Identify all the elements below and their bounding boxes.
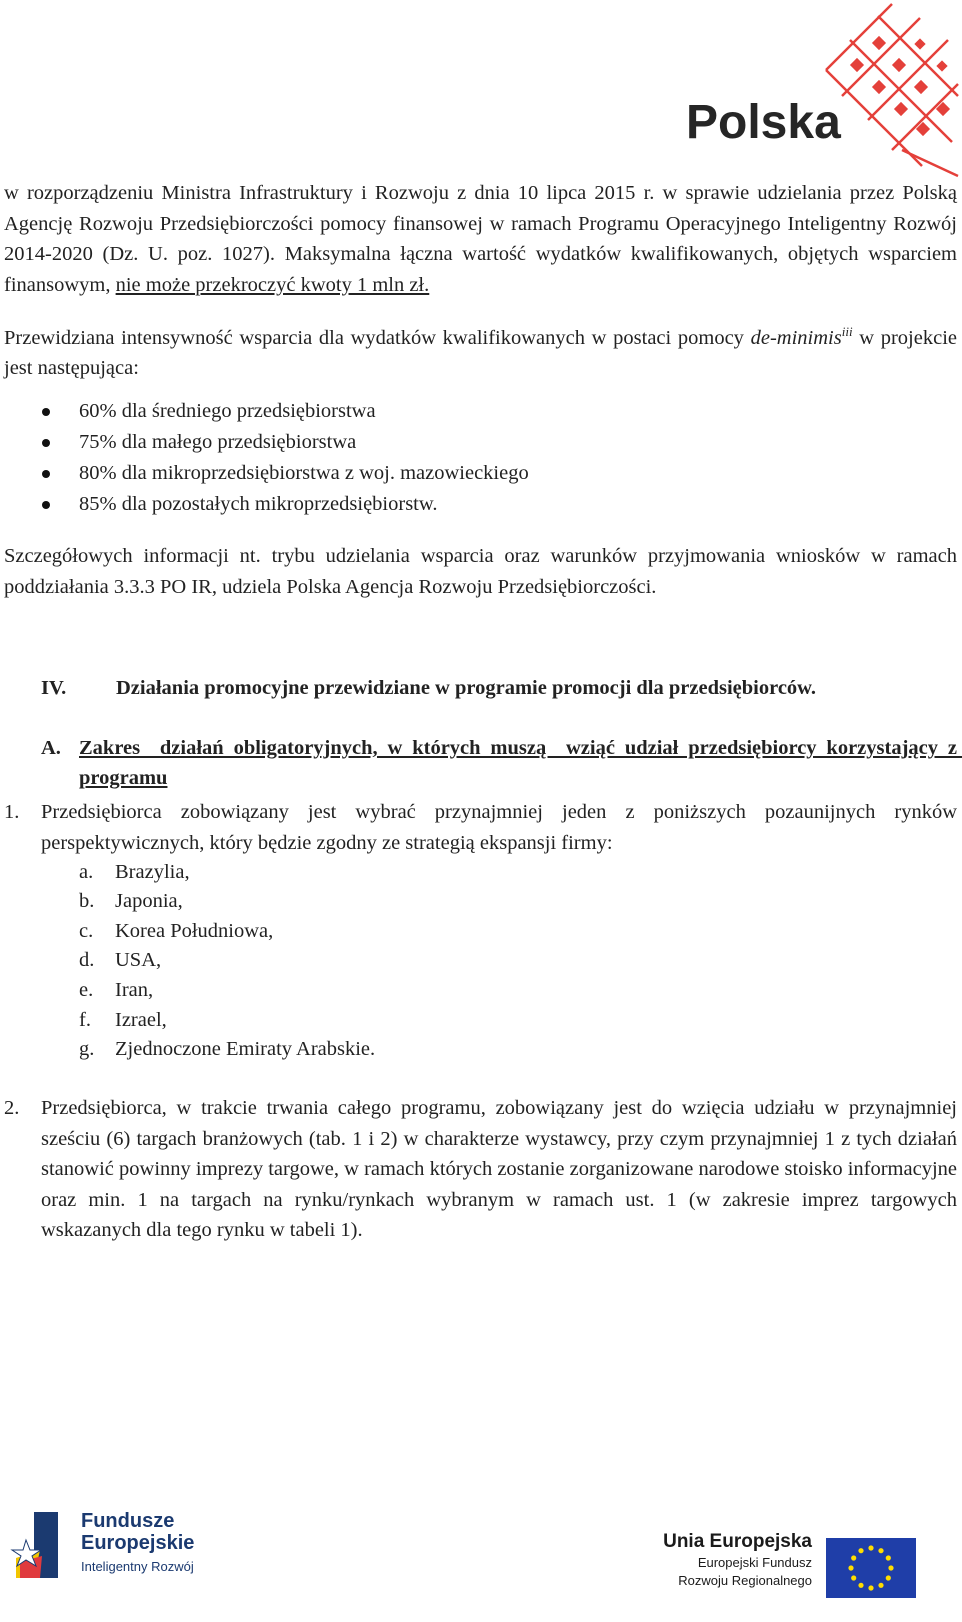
polska-logo <box>686 0 960 190</box>
subitem-text: Brazylia, <box>115 861 190 883</box>
subitem-text: Izrael, <box>115 1009 167 1031</box>
section-iv-title: Działania promocyjne przewidziane w programie promocji dla przedsiębiorców. <box>116 677 816 699</box>
bullet-icon <box>42 470 50 478</box>
intro-limit-text: nie może przekroczyć kwoty 1 mln zł. <box>115 273 430 296</box>
intensity-text: Przewidziana intensywność wsparcia dla wydatków kwalifikowanych w postaci pomocy <box>4 326 751 349</box>
subitem-text: Korea Południowa, <box>115 920 274 942</box>
item-1-text: Przedsiębiorca zobowiązany jest wybrać przynajmniej jeden z poniższych pozaunijnych rynków perspektywicznych, który będzie zgodny ze strategią ekspansji firmy: <box>41 801 957 854</box>
fundusze-europejskie-logo <box>12 1510 242 1610</box>
eu-flag-icon <box>826 1538 916 1598</box>
bullet-icon <box>42 408 50 416</box>
subitem-text: Japonia, <box>115 890 183 912</box>
section-a-title: Zakres działań obligatoryjnych, w których muszą wziąć udział przedsiębiorcy korzystający z programu <box>79 737 962 789</box>
subitem-letter: f. <box>79 1009 91 1031</box>
ue-title: Unia Europejska <box>663 1531 812 1552</box>
subitem-letter: e. <box>79 979 94 1001</box>
subitem-letter: a. <box>79 861 94 883</box>
intensity-text-end: w projekcie jest następująca: <box>4 326 957 380</box>
bullet-icon <box>42 501 50 509</box>
subitem <box>79 1005 167 1035</box>
list-item <box>0 458 960 489</box>
bullet-icon <box>42 439 50 447</box>
subitem <box>79 916 273 946</box>
section-a-letter: A. <box>41 737 61 759</box>
subitem-text: Iran, <box>115 979 154 1001</box>
subitem-letter: g. <box>79 1038 95 1060</box>
item-2-text: Przedsiębiorca, w trakcie trwania całego programu, zobowiązany jest do wzięcia udziału w przynajmniej sześciu (6) targach branżowych (tab. 1 i 2) w charakterze wystawcy, przy czym przynajmniej 1 z tych działań stanowić powinny imprezy targowe, w ramach których zostanie zorganizowane narodowe stoisko informacyjne oraz min. 1 na targach na rynku/rynkach wybranym w ramach ust. 1 (w zakresie imprez targowych wskazanych dla tego rynku w tabeli 1). <box>41 1097 957 1241</box>
item-1-number: 1. <box>4 801 20 823</box>
ue-text <box>652 1530 812 1590</box>
intensity-paragraph <box>4 317 957 384</box>
subitem <box>79 975 153 1005</box>
subitem-letter: b. <box>79 890 95 912</box>
subitem <box>79 857 190 887</box>
subitem-text: USA, <box>115 949 162 971</box>
list-item-text: 60% dla średniego przedsiębiorstwa <box>79 400 376 422</box>
footnote-ref: iii <box>841 324 853 339</box>
polska-logo-pattern <box>822 0 962 180</box>
list-item-text: 75% dla małego przedsiębiorstwa <box>79 431 357 453</box>
fe-text <box>81 1510 201 1576</box>
list-item-text: 85% dla pozostałych mikroprzedsiębiorstw. <box>79 493 438 515</box>
subitem-text: Zjednoczone Emiraty Arabskie. <box>115 1038 376 1060</box>
fe-title: Fundusze Europejskie <box>81 1510 195 1554</box>
list-item <box>0 427 960 458</box>
de-minimis-term: de-minimis <box>750 326 842 349</box>
ue-line2: Europejski Fundusz <box>697 1555 812 1570</box>
list-item <box>0 489 960 520</box>
item-2-number: 2. <box>4 1097 20 1119</box>
list-item <box>0 396 960 427</box>
ue-line3: Rozwoju Regionalnego <box>678 1573 812 1588</box>
list-item-text: 80% dla mikroprzedsiębiorstwa z woj. mazowieckiego <box>79 462 529 484</box>
fe-subtitle: Inteligentny Rozwój <box>81 1559 194 1574</box>
polska-logo-text: Polska <box>686 96 841 149</box>
intro-paragraph <box>4 178 957 300</box>
unia-europejska-logo <box>652 1530 922 1610</box>
details-paragraph: Szczegółowych informacji nt. trybu udzielania wsparcia oraz warunków przyjmowania wniosków w ramach poddziałania 3.3.3 PO IR, udziela Polska Agencja Rozwoju Przedsiębiorczości. <box>4 545 957 598</box>
subitem <box>79 945 161 975</box>
section-iv-number: IV. <box>41 677 67 699</box>
subitem-letter: d. <box>79 949 95 971</box>
subitem <box>79 1034 375 1064</box>
subitem <box>79 886 183 916</box>
intro-text: w rozporządzeniu Ministra Infrastruktury i Rozwoju z dnia 10 lipca 2015 r. w sprawie udzielania przez Polską Agencję Rozwoju Przedsiębiorczości pomocy finansowej w ramach Programu Operacyjnego Inteligentny Rozwój 2014-2020 (Dz. U. poz. 1027). Maksymalna łączna wartość wydatków kwalifikowanych, objętych wsparciem finansowym, <box>4 182 957 296</box>
subitem-letter: c. <box>79 920 94 942</box>
fe-star-icon <box>12 1510 72 1580</box>
